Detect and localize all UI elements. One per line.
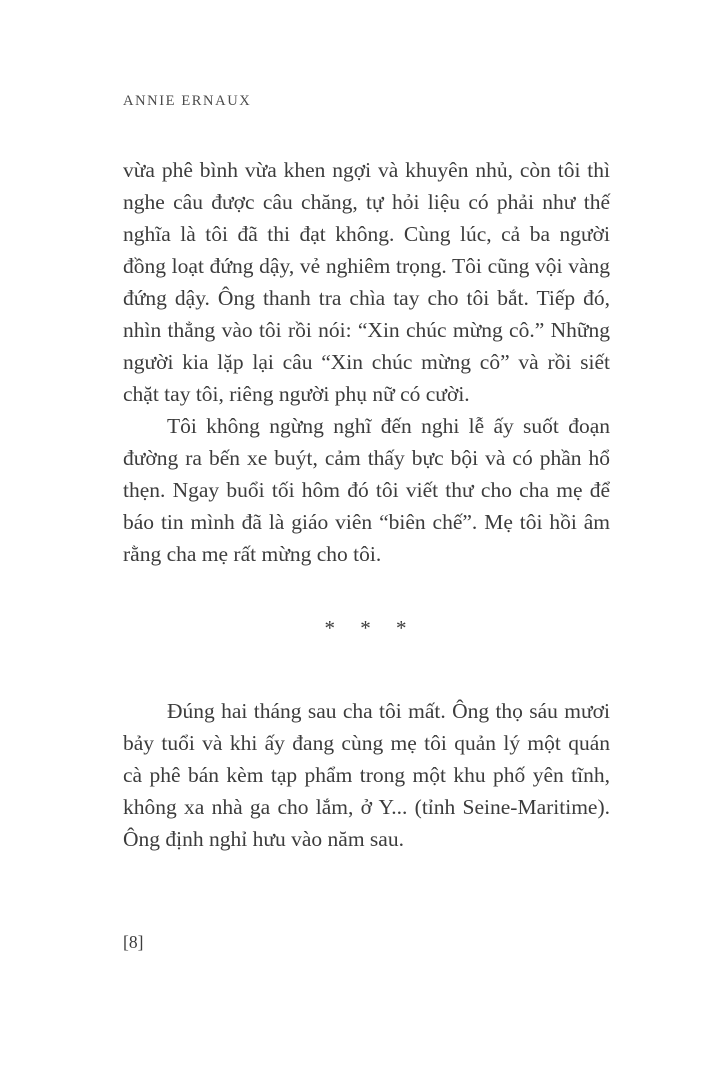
paragraph: vừa phê bình vừa khen ngợi và khuyên nhủ, còn tôi thì nghe câu được câu chăng, tự hỏi liệu có phải như thế nghĩa là tôi đã thi đạt không. Cùng lúc, cả ba người đồng loạt đứng dậy, vẻ nghiêm trọng. Tôi cũng vội vàng đứng dậy. Ông thanh tra chìa tay cho tôi bắt. Tiếp đó, nhìn thẳng vào tôi rồi nói: “Xin chúc mừng cô.” Những người kia lặp lại câu “Xin chúc mừng cô” và rồi siết chặt tay tôi, riêng người phụ nữ có cười.	[123, 158, 610, 406]
section-separator: * * *	[324, 616, 409, 640]
running-header-author: ANNIE ERNAUX	[123, 93, 252, 109]
paragraph: Đúng hai tháng sau cha tôi mất. Ông thọ sáu mươi bảy tuổi và khi ấy đang cùng mẹ tôi quản lý một quán cà phê bán kèm tạp phẩm trong một khu phố yên tĩnh, không xa nhà ga cho lắm, ở Y... (tỉnh Seine-Maritime). Ông định nghỉ hưu vào năm sau.	[123, 699, 610, 851]
paragraph: Tôi không ngừng nghĩ đến nghi lễ ấy suốt đoạn đường ra bến xe buýt, cảm thấy bực bội và có phần hổ thẹn. Ngay buổi tối hôm đó tôi viết thư cho cha mẹ để báo tin mình đã là giáo viên “biên chế”. Mẹ tôi hồi âm rằng cha mẹ rất mừng cho tôi.	[123, 414, 610, 566]
page-number: [8]	[123, 932, 144, 952]
page-body	[123, 154, 610, 855]
